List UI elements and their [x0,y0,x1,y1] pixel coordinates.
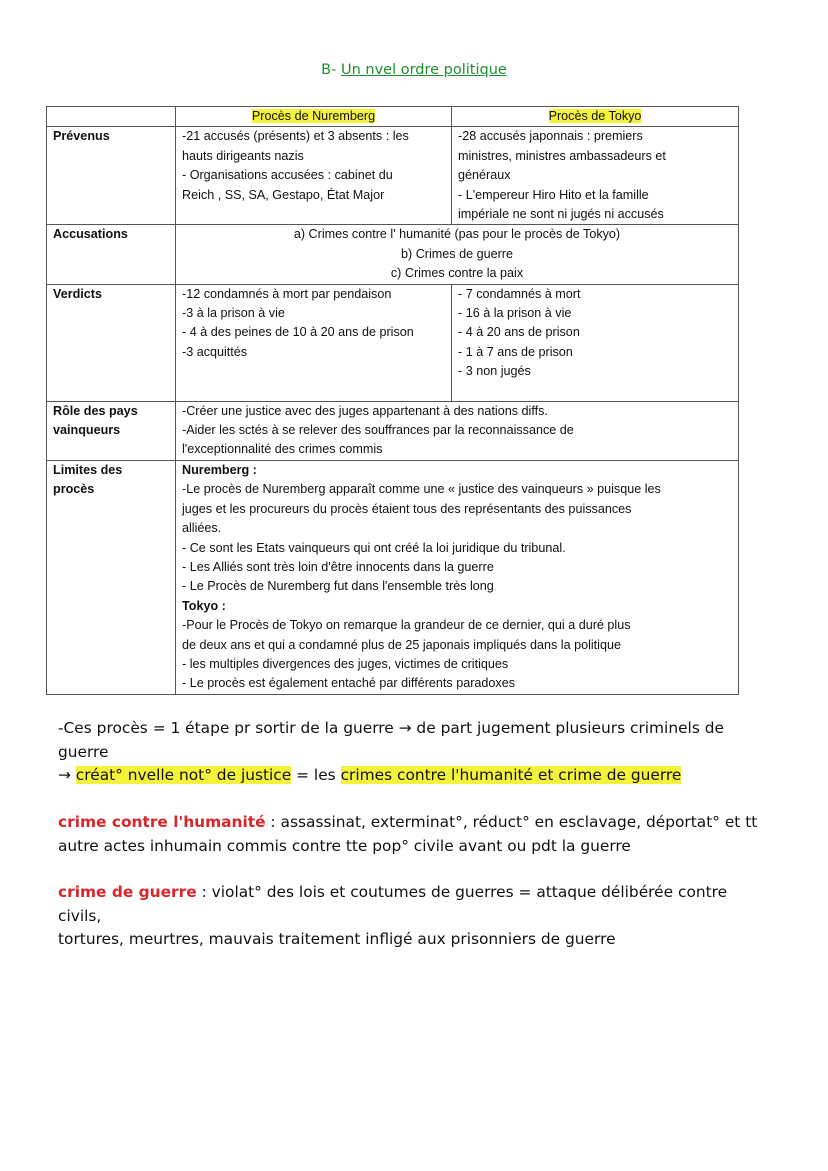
row-label-verdicts: Verdicts [47,284,176,401]
note-mid-text: = les [291,766,341,784]
text-line: -21 accusés (présents) et 3 absents : les [182,129,409,144]
text-line: hauts dirigeants nazis [182,148,304,163]
term-crime-humanite: crime contre l'humanité [58,813,266,831]
text-line: b) Crimes de guerre [401,246,513,261]
table-row-role [47,401,739,460]
note-line: guerre [58,742,109,761]
text-line: a) Crimes contre l' humanité (pas pour le procès de Tokyo) [293,227,621,242]
row-label-limites-line1: Limites des [53,462,123,477]
text-line: - 16 à la prison à vie [458,306,572,321]
text-line: - Organisations accusées : cabinet du [182,168,393,183]
section-title [0,62,828,78]
term-crime-guerre: crime de guerre [58,883,197,901]
text-line: - 1 à 7 ans de prison [458,344,573,359]
text-line: de deux ans et qui a condamné plus de 25 japonais impliqués dans la politique [182,637,621,652]
row-label-limites-line2: procès [53,482,95,497]
cell-accusations [176,225,739,284]
table-row-prevenus [47,127,739,225]
text-line: -3 à la prison à vie [182,306,285,321]
cell-limites [176,460,739,694]
highlight-new-justice: créat° nvelle not° de justice [75,766,292,784]
header-tokyo [452,107,739,127]
cell-prevenus-nuremberg [176,127,452,225]
text-line: -3 acquittés [182,344,248,359]
table-row-accusations [47,225,739,284]
note-line: tortures, meurtres, mauvais traitement infligé aux prisonniers de guerre [58,930,616,948]
text-line: - 7 condamnés à mort [458,286,581,301]
text-line: l'exceptionnalité des crimes commis [182,442,383,457]
note-paragraph-1 [58,717,770,788]
cell-role [176,401,739,460]
text-line: c) Crimes contre la paix [390,266,524,281]
cell-verdicts-tokyo [452,284,739,401]
table-row-verdicts [47,284,739,401]
text-line: - Le procès est également entaché par différents paradoxes [182,676,516,691]
section-title-text: Un nvel ordre politique [340,62,507,78]
row-label-role [47,401,176,460]
text-line: -Aider les sctés à se relever des souffrances par la reconnaissance de [182,423,574,438]
cell-verdicts-nuremberg [176,284,452,401]
text-line: - L'empereur Hiro Hito et la famille [458,187,649,202]
text-line: impériale ne sont ni jugés ni accusés [458,207,664,222]
header-nuremberg-label: Procès de Nuremberg [251,109,376,123]
text-line: -28 accusés japonnais : premiers [458,129,643,144]
limites-nuremberg-heading: Nuremberg : [182,462,257,477]
text-line: alliées. [182,521,222,536]
limites-tokyo-heading: Tokyo : [182,598,226,613]
note-line [58,881,770,928]
row-label-role-line1: Rôle des pays [53,403,138,418]
text-line: - 4 à 20 ans de prison [458,325,580,340]
comparison-table [46,106,739,695]
header-empty-cell [47,107,176,127]
table-header-row [47,107,739,127]
text-line: généraux [458,168,511,183]
header-tokyo-label: Procès de Tokyo [548,109,642,123]
definition-crime-humanite [58,811,770,858]
note-line [58,811,770,835]
definition-crime-guerre [58,881,770,952]
row-label-accusations: Accusations [47,225,176,284]
header-nuremberg [176,107,452,127]
text-line: - 3 non jugés [458,364,531,379]
table-row-limites [47,460,739,694]
arrow-glyph: → [58,766,76,784]
text-line: ministres, ministres ambassadeurs et [458,148,666,163]
section-title-prefix: B- [321,62,341,78]
text-line: - Ce sont les Etats vainqueurs qui ont créé la loi juridique du tribunal. [182,540,566,555]
text-line: -Le procès de Nuremberg apparaît comme une « justice des vainqueurs » puisque les [182,482,661,497]
definition-text: : violat° des lois et coutumes de guerres = attaque délibérée contre civils, [58,883,728,925]
text-line: -Pour le Procès de Tokyo on remarque la grandeur de ce dernier, qui a duré plus [182,618,631,633]
text-line: juges et les procureurs du procès étaient tous des représentants des puissances [182,501,632,516]
highlight-crimes: crimes contre l'humanité et crime de guerre [340,766,682,784]
row-label-role-line2: vainqueurs [53,423,121,438]
note-line-highlighted [58,764,770,788]
definition-text: : assassinat, exterminat°, réduct° en esclavage, déportat° et tt [265,813,758,831]
row-label-prevenus: Prévenus [47,127,176,225]
text-line: - Les Alliés sont très loin d'être innocents dans la guerre [182,559,494,574]
note-line: autre actes inhumain commis contre tte pop° civile avant ou pdt la guerre [58,836,631,855]
text-line: Reich , SS, SA, Gestapo, État Major [182,187,385,202]
note-line: -Ces procès = 1 étape pr sortir de la guerre → de part jugement plusieurs criminels de [58,719,724,737]
row-label-limites [47,460,176,694]
text-line: -Créer une justice avec des juges appartenant à des nations diffs. [182,403,548,418]
text-line: - 4 à des peines de 10 à 20 ans de prison [182,325,414,340]
cell-prevenus-tokyo [452,127,739,225]
text-line: -12 condamnés à mort par pendaison [182,286,392,301]
text-line: - Le Procès de Nuremberg fut dans l'ensemble très long [182,579,494,594]
text-line: - les multiples divergences des juges, victimes de critiques [182,656,509,671]
